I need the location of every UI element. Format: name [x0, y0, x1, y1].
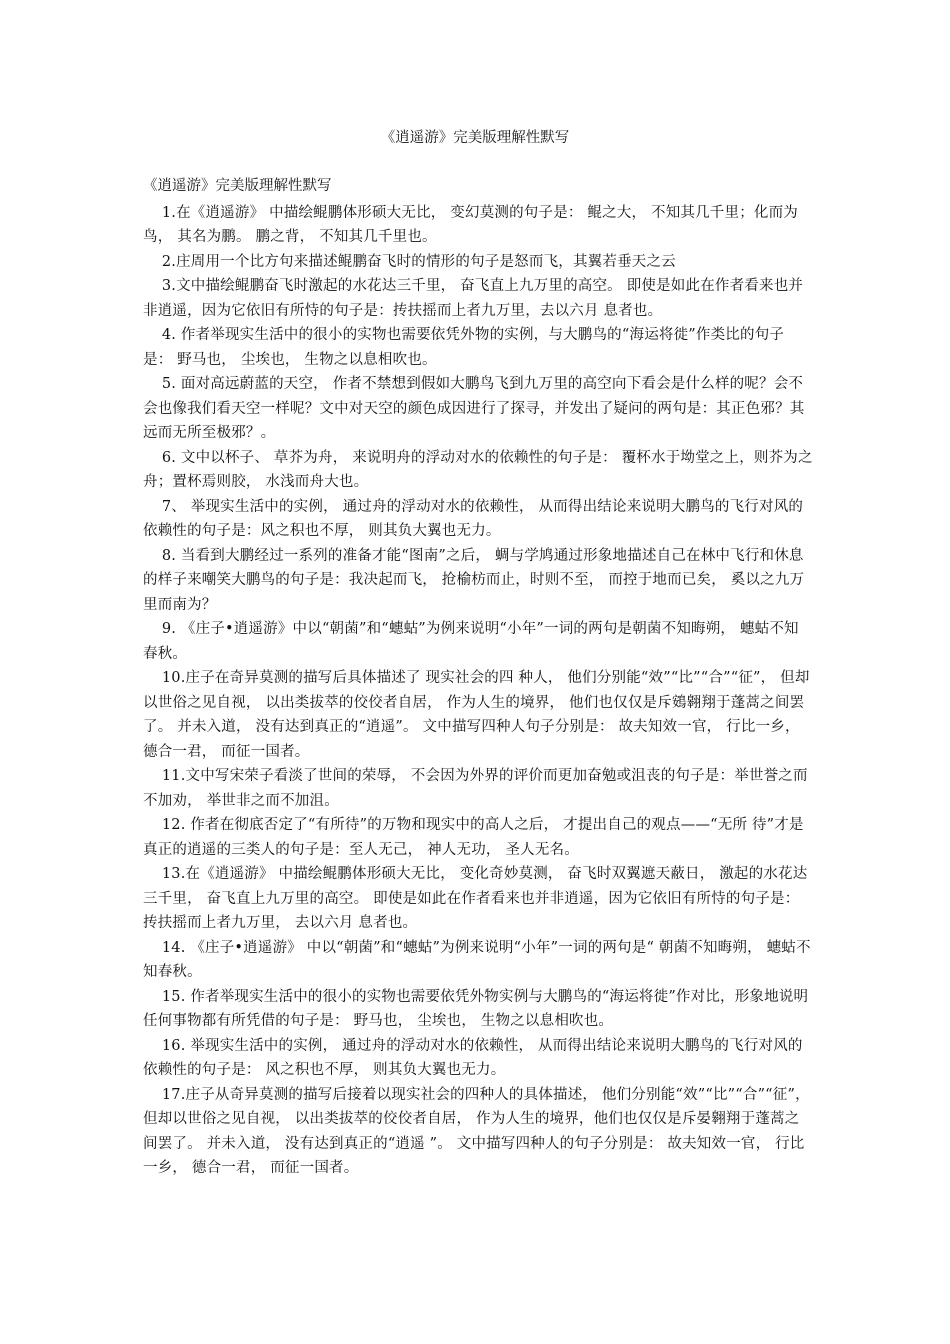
- question-item: 16. 举现实生活中的实例， 通过舟的浮动对水的依赖性， 从而得出结论来说明大鹏鸟的飞行对风的依赖性的句子是： 风之积也不厚， 则其负大翼也无力。: [143, 1037, 803, 1078]
- question-item: 11.文中写宋荣子看淡了世间的荣辱， 不会因为外界的评价而更加奋勉或沮丧的句子是：举世誉之而不加劝， 举世非之而不加沮。: [143, 768, 808, 809]
- question-item: 13.在《逍遥游》 中描绘鲲鹏体形硕大无比， 变化奇妙莫测， 奋飞时双翼遮天蔽日， 激起的水花达三千里， 奋飞直上九万里的高空。 即使是如此在作者看来也并非逍遥，因为它依旧有所恃的句子是：抟扶摇而上者九万里， 去以六月 息者也。: [143, 866, 808, 931]
- question-item: 3.文中描绘鲲鹏奋飞时激起的水花达三千里， 奋飞直上九万里的高空。 即使是如此在作者看来也并非逍遥，因为它依旧有所恃的句子是：抟扶摇而上者九万里，去以六月 息者也。: [143, 278, 804, 319]
- question-item: 10.庄子在奇异莫测的描写后具体描述了 现实社会的四 种人， 他们分别能“效”“比”“合”“征”， 但却以世俗之见自视， 以出类拔萃的佼佼者自居， 作为人生的境界， 他们也仅仅是斥鴳翱翔于蓬蒿之间罢了。 并未入道， 没有达到真正的“逍遥”。 文中描写四种人句子分别是： 故夫知效一官， 行比一乡， 德合一君， 而征一国者。: [143, 670, 810, 760]
- question-item: 1.在《逍遥游》 中描绘鲲鹏体形硕大无比， 变幻莫测的句子是： 鲲之大， 不知其几千里；化而为鸟， 其名为鹏。 鹏之背， 不知其几千里也。: [143, 204, 799, 245]
- question-item: 17.庄子从奇异莫测的描写后接着以现实社会的四种人的具体描述， 他们分别能“效”“比”“合”“征”， 但却以世俗之见自视， 以出类拔萃的佼佼者自居， 作为人生的境界，他们也仅仅是斥晏翱翔于蓬蒿之间罢了。 并未入道， 没有达到真正的“逍遥 ”。 文中描写四种人的句子分别是： 故夫知效一官， 行比一乡， 德合一君， 而征一国者。: [143, 1086, 810, 1176]
- document-subtitle: 《逍遥游》完美版理解性默写: [143, 178, 332, 194]
- document-body: [143, 176, 813, 1181]
- question-item: 9. 《庄子•逍遥游》中以“朝菌”和“蟪蛄”为例来说明“小年”一词的两句是朝菌不知晦朔， 蟪蛄不知春秋。: [143, 621, 799, 662]
- document-title: 《逍遥游》完美版理解性默写: [380, 130, 570, 146]
- question-item: 8. 当看到大鹏经过一系列的准备才能“图南”之后， 蜩与学鸠通过形象地描述自己在林中飞行和休息的样子来嘲笑大鹏鸟的句子是：我决起而飞， 抢榆枋而止，时则不至， 而控于地而已矣， 奚以之九万里而南为？: [143, 547, 805, 613]
- question-item: 6. 文中以杯子、 草芥为舟， 来说明舟的浮动对水的依赖性的句子是： 覆杯水于坳堂之上，则芥为之舟；置杯焉则胶， 水浅而舟大也。: [143, 449, 813, 490]
- question-item: 14. 《庄子•逍遥游》 中以“朝菌”和“蟪蛄”为例来说明“小年”一词的两句是“ 朝菌不知晦朔， 蟪蛄不知春秋。: [143, 939, 811, 980]
- question-item: 7、 举现实生活中的实例， 通过舟的浮动对水的依赖性， 从而得出结论来说明大鹏鸟的飞行对风的依赖性的句子是：风之积也不厚， 则其负大翼也无力。: [143, 498, 804, 539]
- question-item: 12. 作者在彻底否定了“有所待”的万物和现实中的高人之后， 才提出自己的观点——“无所 待”才是真正的逍遥的三类人的句子是：至人无己， 神人无功， 圣人无名。: [143, 817, 804, 858]
- question-item: 15. 作者举现实生活中的很小的实物也需要依凭外物实例与大鹏鸟的“海运将徙”作对比，形象地说明任何事物都有所凭借的句子是： 野马也， 尘埃也， 生物之以息相吹也。: [143, 988, 809, 1029]
- question-item: 5. 面对高远蔚蓝的天空， 作者不禁想到假如大鹏鸟飞到九万里的高空向下看会是什么样的呢？会不会也像我们看天空一样呢？文中对天空的颜色成因进行了探寻，并发出了疑问的两句是：其正色邪？其远而无所至极邪？。: [143, 376, 805, 441]
- question-item: 4. 作者举现实生活中的很小的实物也需要依凭外物的实例，与大鹏鸟的“海运将徙”作类比的句子是： 野马也， 尘埃也， 生物之以息相吹也。: [143, 327, 785, 368]
- question-item: 2.庄周用一个比方句来描述鲲鹏奋飞时的情形的句子是怒而飞，其翼若垂天之云: [161, 253, 676, 270]
